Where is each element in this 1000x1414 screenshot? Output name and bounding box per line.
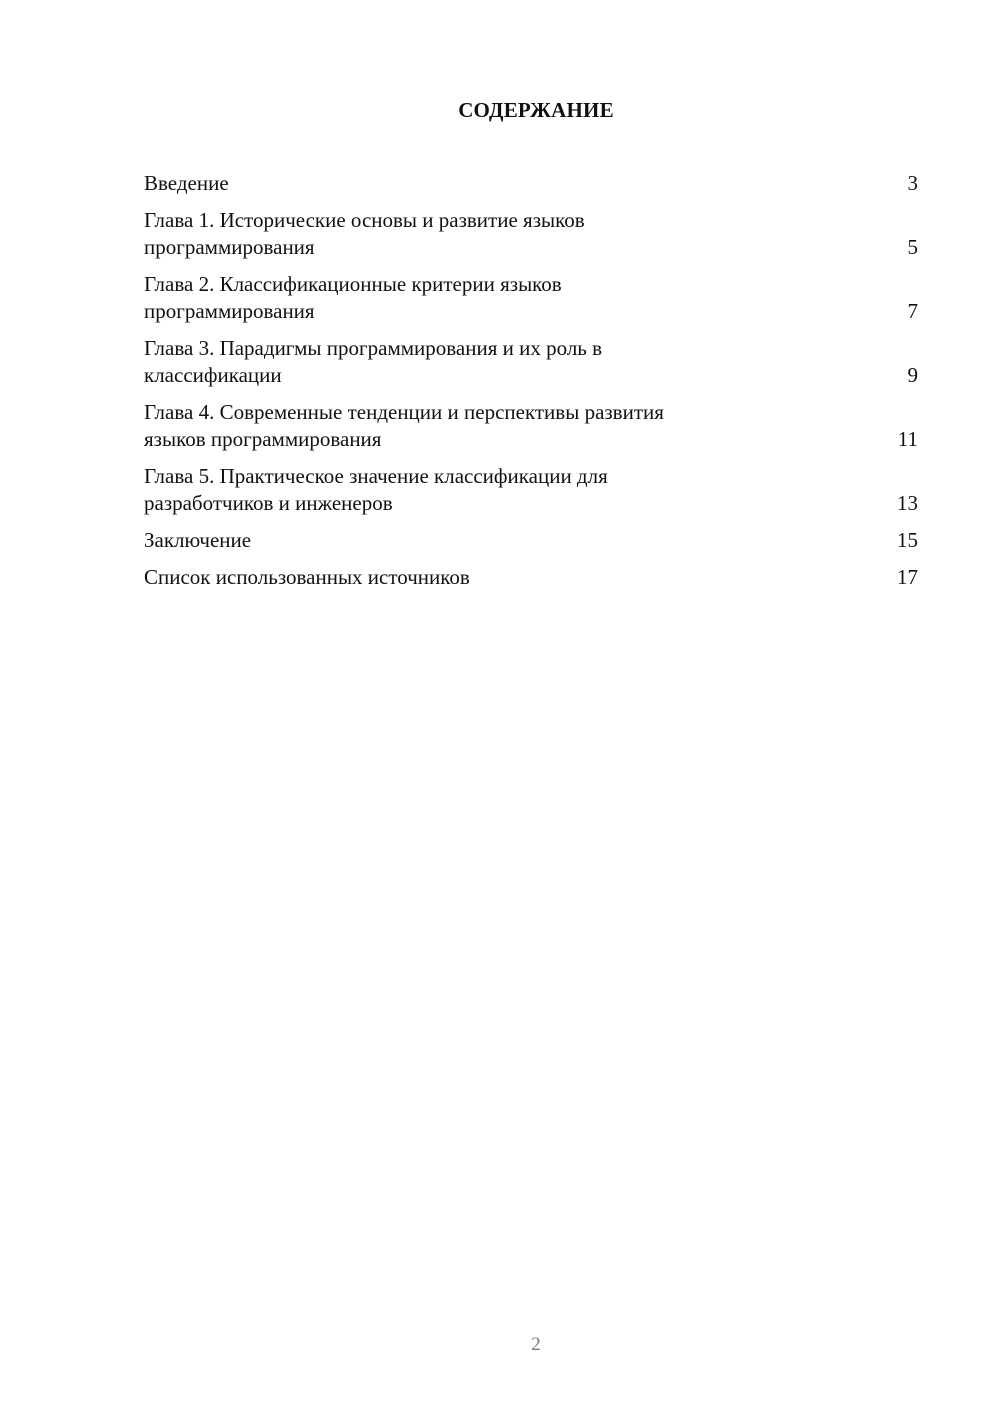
toc-page-number: 11 <box>897 427 918 451</box>
toc-entry-conclusion <box>144 527 920 554</box>
toc-entry-line: Введение <box>144 171 229 195</box>
table-of-contents <box>144 170 920 601</box>
toc-entry-text <box>144 335 784 389</box>
toc-page-number: 3 <box>907 171 918 195</box>
toc-page-number: 15 <box>897 528 918 552</box>
toc-entry-line: Глава 5. Практическое значение классификации для <box>144 464 608 488</box>
toc-entry-text <box>144 271 784 325</box>
toc-page-number: 9 <box>907 363 918 387</box>
page-title: СОДЕРЖАНИЕ <box>458 98 614 122</box>
toc-entry-line: программирования <box>144 235 315 259</box>
toc-entry-line: Глава 3. Парадигмы программирования и их роль в <box>144 336 603 360</box>
toc-entry-text <box>144 463 784 517</box>
toc-entry-line: языков программирования <box>144 427 382 451</box>
toc-entry-line: Глава 2. Классификационные критерии языков <box>144 272 562 296</box>
toc-entry-text <box>144 527 784 554</box>
toc-entry-chapter-1 <box>144 207 920 261</box>
toc-entry-introduction <box>144 170 920 197</box>
toc-entry-line: Заключение <box>144 528 252 552</box>
toc-entry-line: Список использованных источников <box>144 565 470 589</box>
toc-entry-text <box>144 170 784 197</box>
toc-page-number: 17 <box>897 565 918 589</box>
toc-entry-chapter-2 <box>144 271 920 325</box>
toc-entry-line: программирования <box>144 299 315 323</box>
toc-entry-text <box>144 564 784 591</box>
toc-entry-line: разработчиков и инженеров <box>144 491 393 515</box>
toc-entry-line: Глава 1. Исторические основы и развитие языков <box>144 208 585 232</box>
toc-page-number: 7 <box>907 299 918 323</box>
toc-entry-text <box>144 399 784 453</box>
page-number-footer: 2 <box>531 1334 541 1355</box>
toc-entry-line: Глава 4. Современные тенденции и перспективы развития <box>144 400 664 424</box>
toc-entry-chapter-4 <box>144 399 920 453</box>
toc-entry-references <box>144 564 920 591</box>
toc-entry-text <box>144 207 784 261</box>
toc-entry-line: классификации <box>144 363 282 387</box>
toc-entry-chapter-5 <box>144 463 920 517</box>
toc-page-number: 13 <box>897 491 918 515</box>
toc-page-number: 5 <box>907 235 918 259</box>
toc-entry-chapter-3 <box>144 335 920 389</box>
